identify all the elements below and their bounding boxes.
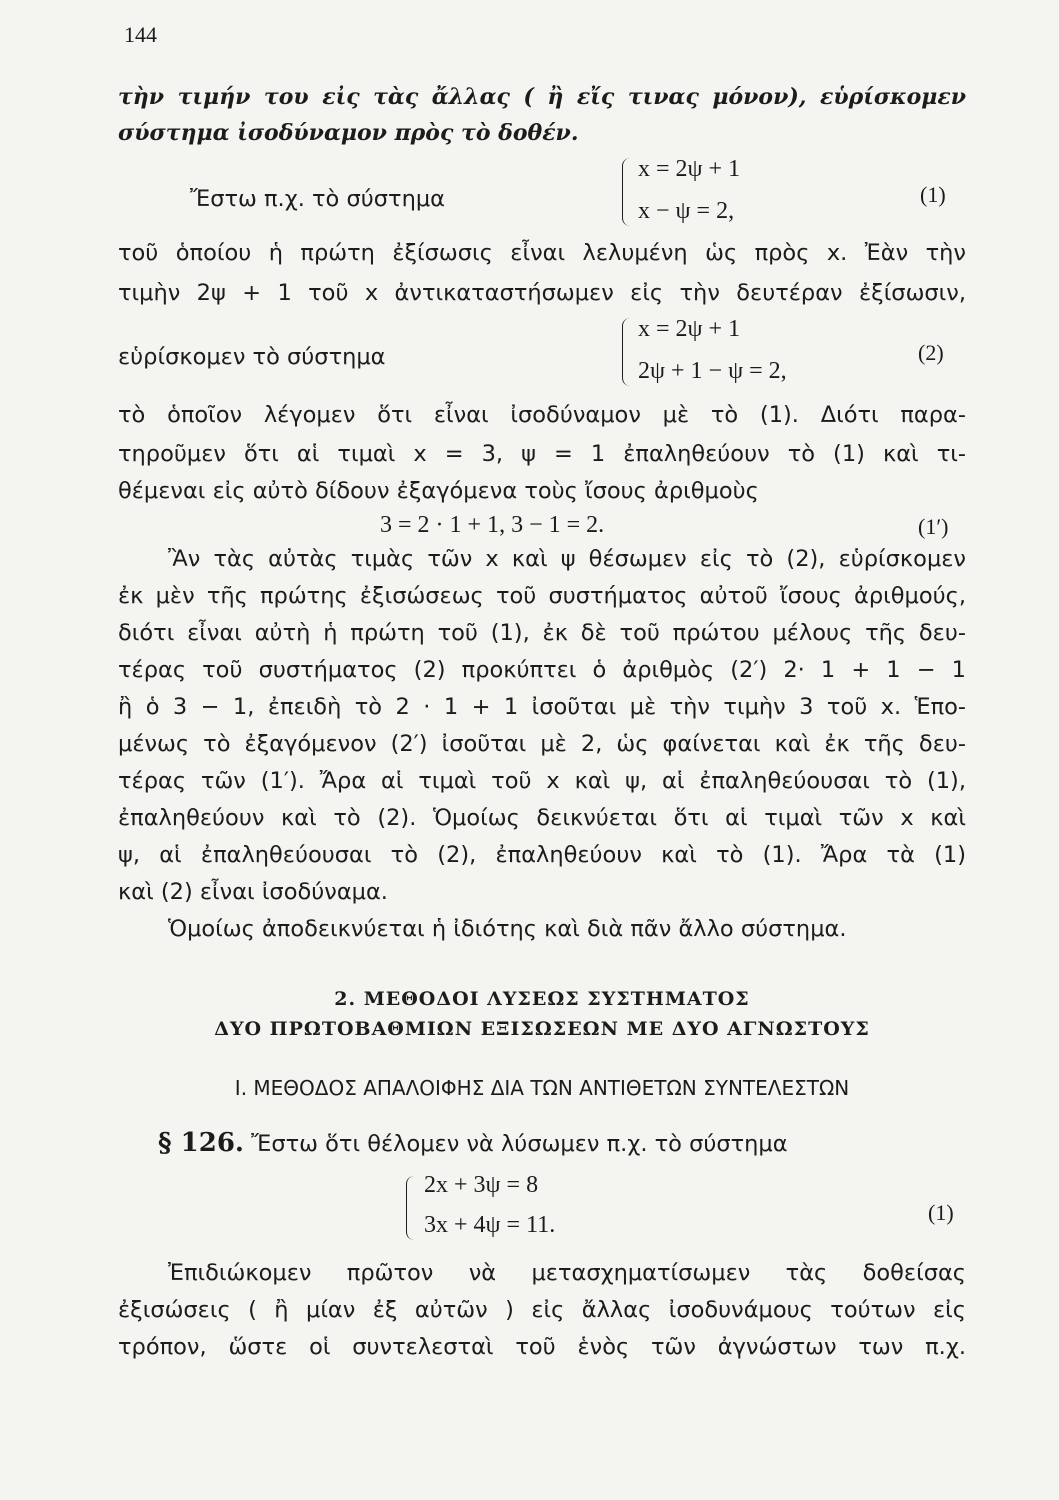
method-subheading: I. ΜΕΘΟΔΟΣ ΑΠΑΛΟΙΦΗΣ ΔΙΑ ΤΩΝ ΑΝΤΙΘΕΤΩΝ ΣΥΝΤΕΛΕΣΤΩΝ bbox=[234, 1076, 850, 1100]
text-line: τέρας τοῦ συστήματος (2) προκύπτει ὁ ἀριθμὸς (2′) 2· 1 + 1 − 1 bbox=[118, 657, 966, 683]
text-line: ἢ ὁ 3 − 1, ἐπειδὴ τὸ 2 · 1 + 1 ἰσοῦται μὲ τὴν τιμὴν 3 τοῦ x. Ἑπο- bbox=[118, 694, 966, 720]
system-3-eq2: 3x + 4ψ = 11. bbox=[424, 1212, 556, 1238]
text-line: Ὁμοίως ἀποδεικνύεται ἡ ἰδιότης καὶ διὰ πᾶν ἄλλο σύστημα. bbox=[168, 916, 847, 942]
text-line: ἐπαληθεύουν καὶ τὸ (2). Ὁμοίως δεικνύεται ὅτι αἱ τιμαὶ τῶν x καὶ bbox=[118, 805, 966, 831]
system-2-brace bbox=[622, 318, 633, 386]
text-line: τὸ ὁποῖον λέγομεν ὅτι εἶναι ἰσοδύναμον μὲ τὸ (1). Διότι παρα- bbox=[118, 402, 966, 428]
text-line: καὶ (2) εἶναι ἰσοδύναμα. bbox=[118, 879, 388, 905]
system-3-brace bbox=[406, 1176, 417, 1240]
system-1-eq2: x − ψ = 2, bbox=[638, 198, 735, 224]
system-2-number: (2) bbox=[918, 340, 944, 365]
system-1-eq1: x = 2ψ + 1 bbox=[638, 156, 741, 182]
system-1-brace bbox=[622, 158, 633, 226]
system-1-number: (1) bbox=[920, 182, 946, 207]
text-line: τηροῦμεν ὅτι αἱ τιμαὶ x = 3, ψ = 1 ἐπαληθεύουν τὸ (1) καὶ τι- bbox=[118, 441, 966, 467]
section-symbol: § 126. bbox=[158, 1128, 244, 1158]
section-heading: ΔΥΟ ΠΡΩΤΟΒΑΘΜΙΩΝ ΕΞΙΣΩΣΕΩΝ ΜΕ ΔΥΟ ΑΓΝΩΣΤΟΥΣ bbox=[214, 1018, 870, 1040]
text-line: διότι εἶναι αὐτὴ ἡ πρώτη τοῦ (1), ἐκ δὲ τοῦ πρώτου μέλους τῆς δευ- bbox=[118, 620, 966, 646]
section-heading: 2. ΜΕΘΟΔΟΙ ΛΥΣΕΩΣ ΣΥΣΤΗΜΑΤΟΣ bbox=[334, 988, 750, 1010]
page-number: 144 bbox=[124, 22, 157, 47]
text-line: τέρας τῶν (1′). Ἄρα αἱ τιμαὶ τοῦ x καὶ ψ, αἱ ἐπαληθεύουσαι τὸ (1), bbox=[118, 768, 966, 794]
text-line: τοῦ ὁποίου ἡ πρώτη ἐξίσωσις εἶναι λελυμένη ὡς πρὸς x. Ἐὰν τὴν bbox=[118, 240, 966, 266]
text-line: Ἐπιδιώκομεν πρῶτον νὰ μετασχηματίσωμεν τὰς δοθείσας bbox=[168, 1260, 966, 1286]
text-line: μένως τὸ ἐξαγόμενον (2′) ἰσοῦται μὲ 2, ὡς φαίνεται καὶ ἐκ τῆς δευ- bbox=[118, 731, 966, 757]
system-2-label: εὑρίσκομεν τὸ σύστημα bbox=[118, 344, 386, 370]
text-line: θέμεναι εἰς αὐτὸ δίδουν ἐξαγόμενα τοὺς ἴσους ἀριθμοὺς bbox=[118, 478, 759, 504]
text-line: ψ, αἱ ἐπαληθεύουσαι τὸ (2), ἐπαληθεύουν καὶ τὸ (1). Ἄρα τὰ (1) bbox=[118, 842, 966, 868]
intro-line: σύστημα ἰσοδύναμον πρὸς τὸ δοθέν. bbox=[118, 120, 579, 146]
system-2-eq2: 2ψ + 1 − ψ = 2, bbox=[638, 358, 787, 384]
equation-1-prime: 3 = 2 · 1 + 1, 3 − 1 = 2. bbox=[380, 512, 605, 538]
section-text: Ἔστω ὅτι θέλομεν νὰ λύσωμεν π.χ. τὸ σύστημα bbox=[251, 1131, 788, 1157]
system-3-number: (1) bbox=[928, 1200, 954, 1225]
text-line: τιμὴν 2ψ + 1 τοῦ x ἀντικαταστήσωμεν εἰς τὴν δευτέραν ἐξίσωσιν, bbox=[118, 280, 966, 306]
text-line: ἐκ μὲν τῆς πρώτης ἐξισώσεως τοῦ συστήματος αὐτοῦ ἴσους ἀριθμούς, bbox=[118, 583, 966, 609]
text-line: ἐξισώσεις ( ἢ μίαν ἐξ αὐτῶν ) εἰς ἄλλας ἰσοδυνάμους τούτων εἰς bbox=[118, 1297, 966, 1323]
equation-1-prime-number: (1′) bbox=[918, 514, 949, 539]
text-line: Ἂν τὰς αὐτὰς τιμὰς τῶν x καὶ ψ θέσωμεν εἰς τὸ (2), εὑρίσκομεν bbox=[168, 546, 966, 572]
text-line: τρόπον, ὥστε οἱ συντελεσταὶ τοῦ ἑνὸς τῶν ἀγνώστων των π.χ. bbox=[118, 1334, 966, 1360]
system-1-label: Ἔστω π.χ. τὸ σύστημα bbox=[190, 186, 445, 212]
system-3-eq1: 2x + 3ψ = 8 bbox=[424, 1172, 539, 1198]
system-2-eq1: x = 2ψ + 1 bbox=[638, 316, 741, 342]
intro-line: τὴν τιμήν του εἰς τὰς ἄλλας ( ἢ εἴς τινας μόνον), εὑρίσκομεν bbox=[118, 84, 966, 110]
section-126-line bbox=[158, 1128, 788, 1159]
